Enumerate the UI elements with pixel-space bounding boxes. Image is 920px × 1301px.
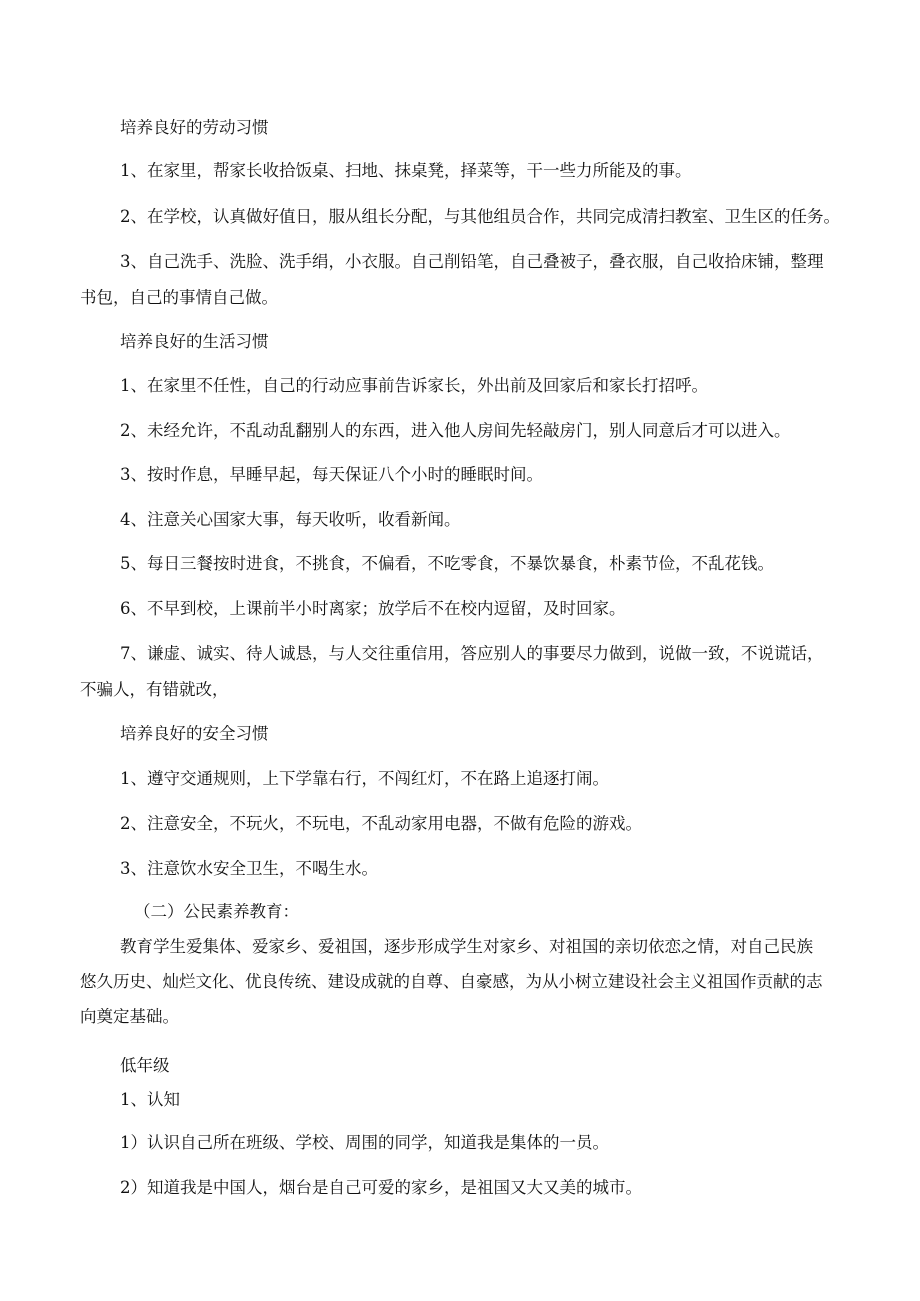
life-item-3: 3、按时作息，早睡早起，每天保证八个小时的睡眠时间。 bbox=[120, 465, 543, 484]
civic-paragraph-line-2: 悠久历史、灿烂文化、优良传统、建设成就的自尊、自豪感，为从小树立建设社会主义祖国作贡献的志 bbox=[80, 972, 823, 991]
cognition-heading: 1、认知 bbox=[120, 1090, 180, 1109]
life-item-4: 4、注意关心国家大事，每天收听，收看新闻。 bbox=[120, 510, 461, 529]
section-heading-safety: 培养良好的安全习惯 bbox=[120, 724, 269, 743]
safety-item-3: 3、注意饮水安全卫生，不喝生水。 bbox=[120, 859, 378, 878]
section-heading-life: 培养良好的生活习惯 bbox=[120, 332, 269, 351]
section-heading-civic: （二）公民素养教育： bbox=[134, 902, 299, 921]
life-item-6: 6、不早到校，上课前半小时离家；放学后不在校内逗留，及时回家。 bbox=[120, 599, 626, 618]
life-item-5: 5、每日三餐按时进食，不挑食，不偏看，不吃零食，不暴饮暴食，朴素节俭，不乱花钱。 bbox=[120, 554, 774, 573]
life-item-7: 7、谦虚、诚实、待人诚恳，与人交往重信用，答应别人的事要尽力做到，说做一致，不说谎话， bbox=[120, 644, 824, 663]
life-item-2: 2、未经允许，不乱动乱翻别人的东西，进入他人房间先轻敲房门，别人同意后才可以进入。 bbox=[120, 421, 791, 440]
section-heading-labor: 培养良好的劳动习惯 bbox=[120, 118, 269, 137]
life-item-1: 1、在家里不任性，自己的行动应事前告诉家长，外出前及回家后和家长打招呼。 bbox=[120, 376, 708, 395]
civic-paragraph-line-1: 教育学生爱集体、爱家乡、爱祖国，逐步形成学生对家乡、对祖国的亲切依恋之情，对自己民族 bbox=[120, 937, 813, 956]
labor-item-3-continued: 书包，自己的事情自己做。 bbox=[80, 288, 278, 307]
labor-item-3: 3、自己洗手、洗脸、洗手绢，小衣服。自己削铅笔，自己叠被子，叠衣服，自己收拾床铺，整理 bbox=[120, 252, 824, 271]
safety-item-2: 2、注意安全，不玩火，不玩电，不乱动家用电器，不做有危险的游戏。 bbox=[120, 814, 642, 833]
life-item-7-continued: 不骗人，有错就改， bbox=[80, 680, 229, 699]
labor-item-1: 1、在家里，帮家长收拾饭桌、扫地、抹桌凳，择菜等，干一些力所能及的事。 bbox=[120, 161, 692, 180]
civic-paragraph-line-3: 向奠定基础。 bbox=[80, 1007, 179, 1026]
cognition-item-2: 2）知道我是中国人，烟台是自己可爱的家乡，是祖国又大又美的城市。 bbox=[120, 1178, 642, 1197]
cognition-item-1: 1）认识自己所在班级、学校、周围的同学，知道我是集体的一员。 bbox=[120, 1133, 609, 1152]
labor-item-2: 2、在学校，认真做好值日，服从组长分配，与其他组员合作，共同完成清扫教室、卫生区的任务。 bbox=[120, 207, 840, 226]
safety-item-1: 1、遵守交通规则，上下学靠右行，不闯红灯，不在路上追逐打闹。 bbox=[120, 769, 609, 788]
grade-heading: 低年级 bbox=[120, 1056, 170, 1075]
